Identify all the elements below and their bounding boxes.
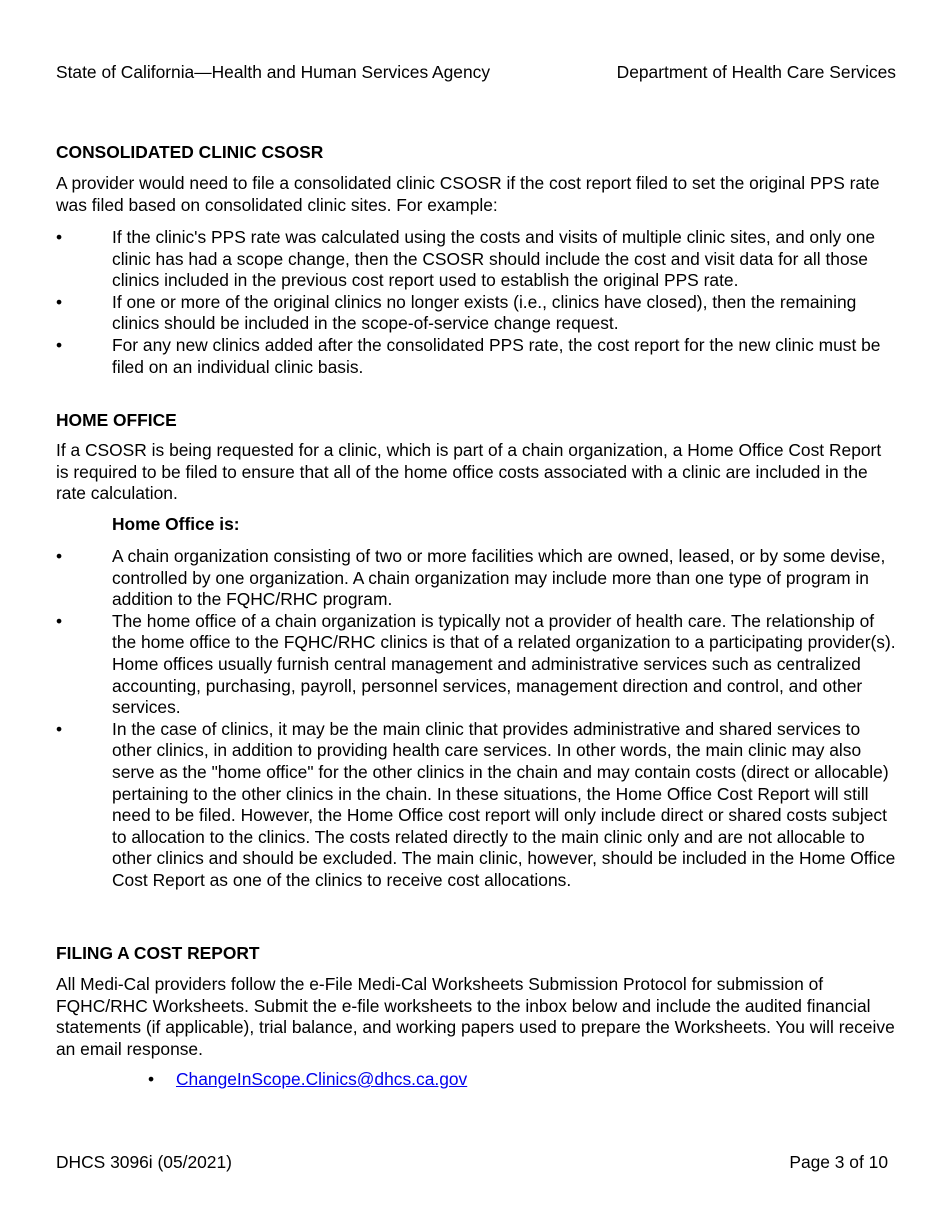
bullet-icon: • — [56, 227, 63, 247]
bullet-icon: • — [56, 718, 63, 739]
bullet-icon: • — [56, 334, 63, 355]
email-list — [148, 1069, 467, 1091]
list-item: • For any new clinics added after the consolidated PPS rate, the cost report for the new clinic must be filed on an individual clinic basis. — [56, 334, 881, 377]
consolidated-bullet-list — [56, 227, 896, 378]
bullet-icon: • — [148, 1069, 155, 1089]
header-department: Department of Health Care Services — [616, 62, 896, 82]
email-link[interactable]: ChangeInScope.Clinics@dhcs.ca.gov — [176, 1069, 468, 1089]
home-office-bullet-list — [56, 546, 896, 892]
section-title-consolidated: CONSOLIDATED CLINIC CSOSR — [56, 142, 324, 162]
section-title-filing: FILING A COST REPORT — [56, 943, 260, 963]
home-office-intro: If a CSOSR is being requested for a clinic, which is part of a chain organization, a Home Office Cost Report is required to be filed to ensure that all of the home office costs associated with a clinic are included in the rate calculation. — [56, 440, 882, 504]
bullet-icon: • — [56, 291, 63, 312]
list-item: • A chain organization consisting of two or more facilities which are owned, leased, or by some devise, controlled by one organization. A chain organization may include more than one type of program in addition to the FQHC/RHC program. — [56, 546, 886, 610]
home-office-subheading: Home Office is: — [112, 514, 240, 534]
consolidated-intro: A provider would need to file a consolidated clinic CSOSR if the cost report filed to set the original PPS rate was filed based on consolidated clinic sites. For example: — [56, 173, 880, 215]
list-item: • In the case of clinics, it may be the main clinic that provides administrative and shared services to other clinics, in addition to providing health care services. In other words, the main clinic may also serve as the "home office" for the other clinics in the chain and may contain costs (direct or allocable) pertaining to the other clinics in the chain. In these situations, the Home Office Cost Report will still need to be filed. However, the Home Office cost report will only include direct or shared costs subject to allocation to the clinics. The costs related directly to the main clinic only and are not allocable to other clinics and should be excluded. The main clinic, however, should be included in the Home Office Cost Report as one of the clinics to receive cost allocations. — [56, 718, 896, 890]
footer-form-id: DHCS 3096i (05/2021) — [56, 1152, 232, 1172]
header-agency: State of California—Health and Human Services Agency — [56, 62, 491, 82]
list-item: • If the clinic's PPS rate was calculated using the costs and visits of multiple clinic sites, and only one clinic has had a scope change, then the CSOSR should include the cost and visit data for all those clinics included in the previous cost report used to establish the original PPS rate. — [56, 227, 876, 291]
footer-page-number: Page 3 of 10 — [789, 1152, 888, 1172]
bullet-icon: • — [56, 610, 63, 631]
section-title-home-office: HOME OFFICE — [56, 410, 177, 430]
list-item: • If one or more of the original clinics no longer exists (i.e., clinics have closed), then the remaining clinics should be included in the scope-of-service change request. — [56, 291, 857, 334]
bullet-icon: • — [56, 546, 63, 566]
filing-intro: All Medi-Cal providers follow the e-File Medi-Cal Worksheets Submission Protocol for submission of FQHC/RHC Worksheets. Submit the e-file worksheets to the inbox below and include the audited financial statements (if applicable), trial balance, and working papers used to prepare the Worksheets. You will receive an email response. — [56, 974, 895, 1059]
list-item: • The home office of a chain organization is typically not a provider of health care. The relationship of the home office to the FQHC/RHC clinics is that of a related organization to a participating provider(s). Home offices usually furnish central management and administrative services such as centralized accounting, purchasing, payroll, personnel services, management direction and control, and other services. — [56, 610, 896, 718]
page-header — [56, 62, 896, 86]
list-item — [148, 1069, 467, 1091]
page-footer — [56, 1152, 896, 1176]
